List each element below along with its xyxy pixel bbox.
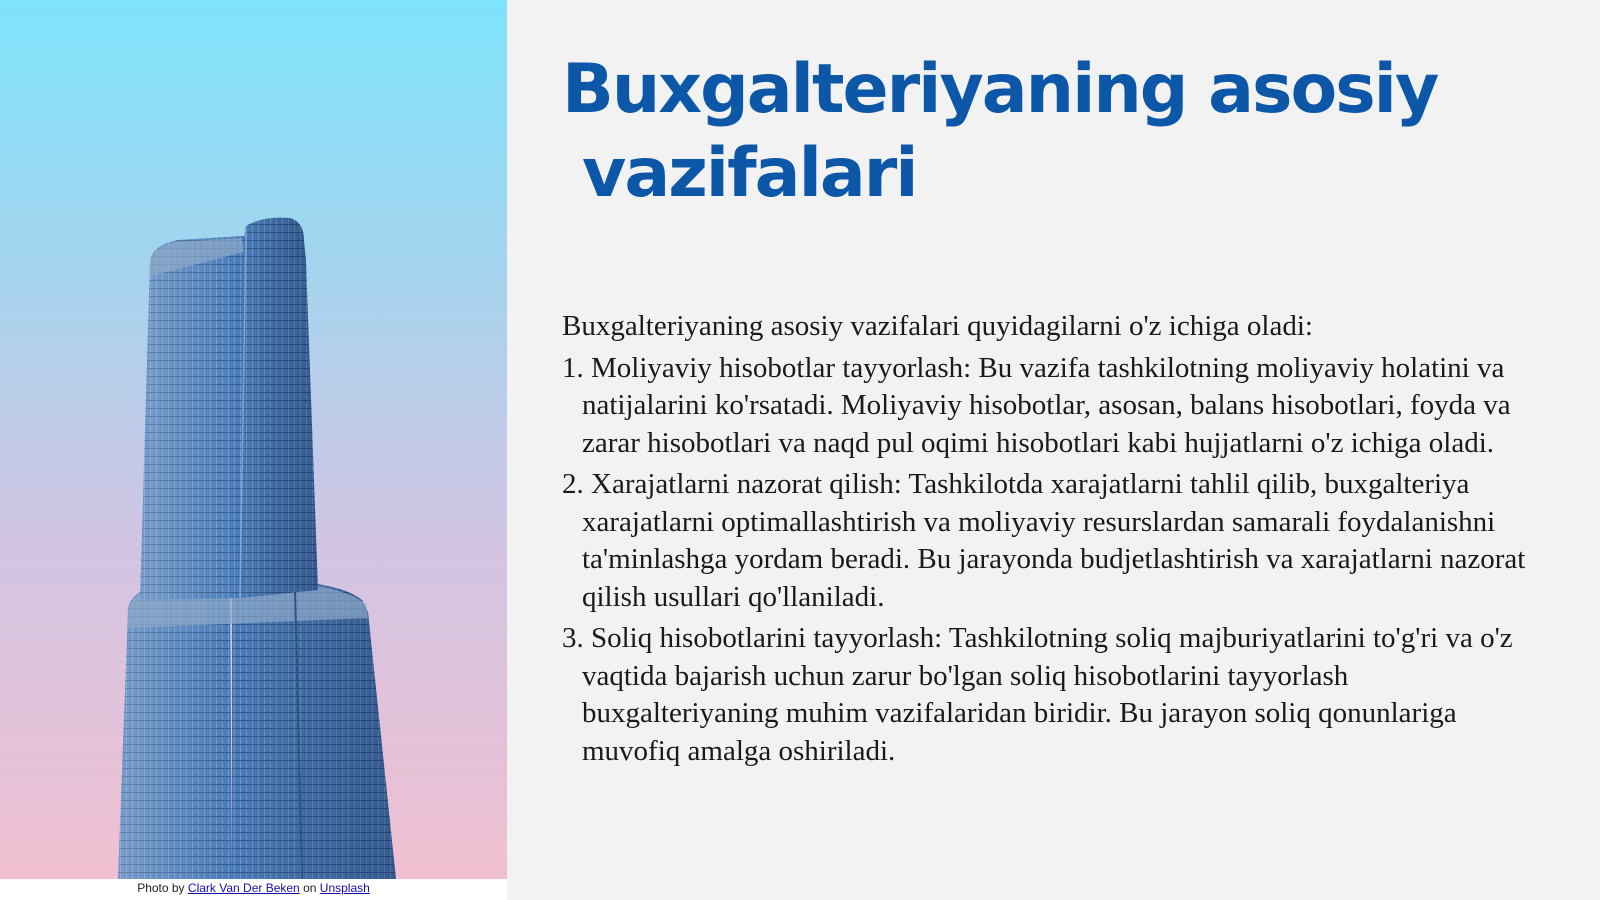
- task-list: [562, 350, 1547, 771]
- slide-body: [562, 308, 1547, 774]
- unsplash-link[interactable]: Unsplash: [319, 881, 370, 895]
- intro-text: Buxgalteriyaning asosiy vazifalari quyidagilarni o'z ichiga oladi:: [562, 310, 1313, 342]
- list-item: 2. Xarajatlarni nazorat qilish: Tashkilotda xarajatlarni tahlil qilib, buxgalteriya xarajatlarni optimallashtirish va moliyaviy resurslardan samarali foydalanishni ta'minlashga yordam beradi. Bu jarayonda budjetlashtirish va xarajatlarni nazorat qilish usullari qo'llaniladi.: [562, 468, 1526, 613]
- skyscraper-photo: [0, 0, 507, 879]
- credit-prefix: Photo by: [137, 881, 185, 895]
- credit-middle: on: [303, 881, 317, 895]
- title-line-1: Buxgalteriyaning asosiy: [562, 50, 1438, 129]
- skyscraper-image: [0, 0, 507, 879]
- list-item: 3. Soliq hisobotlarini tayyorlash: Tashkilotning soliq majburiyatlarini to'g'ri va o'z vaqtida bajarish uchun zarur bo'lgan soliq hisobotlarini tayyorlash buxgalteriyaning muhim vazifalaridan biridir. Bu jarayon soliq qonunlariga muvofiq amalga oshiriladi.: [562, 622, 1513, 767]
- title-line-2: vazifalari: [582, 134, 917, 213]
- list-item: 1. Moliyaviy hisobotlar tayyorlash: Bu vazifa tashkilotning moliyaviy holatini va natijalarini ko'rsatadi. Moliyaviy hisobotlar, asosan, balans hisobotlari, foyda va zarar hisobotlari va naqd pul oqimi hisobotlari kabi hujjatlarni o'z ichiga oladi.: [562, 351, 1511, 459]
- slide-title: [562, 48, 1562, 216]
- author-link[interactable]: Clark Van Der Beken: [187, 881, 300, 895]
- photo-credit: [0, 879, 507, 900]
